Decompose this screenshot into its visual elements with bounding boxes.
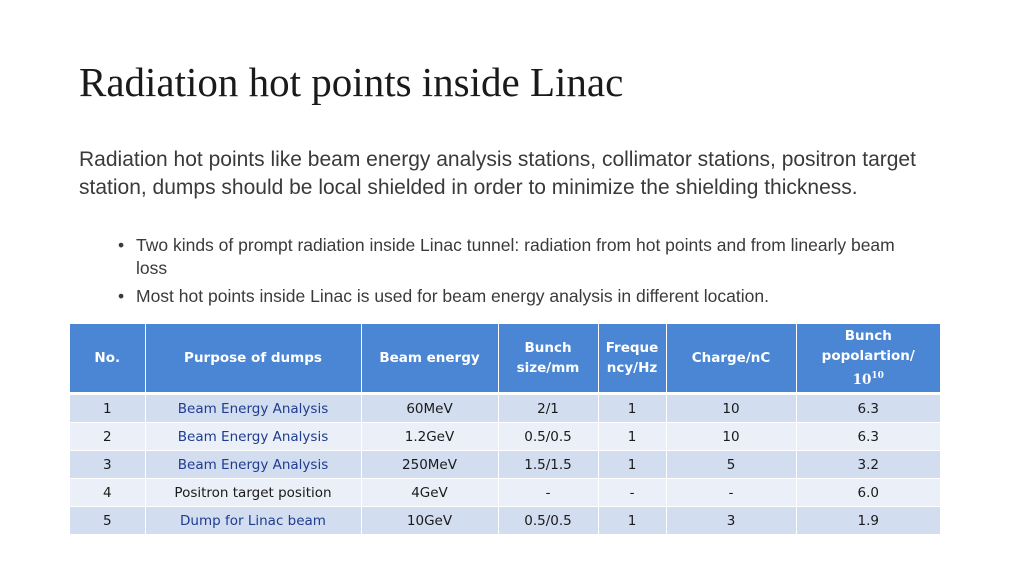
- cell-energy: 60MeV: [361, 394, 498, 423]
- cell-energy: 250MeV: [361, 451, 498, 479]
- header-frequency: Freque ncy/Hz: [598, 324, 666, 394]
- table-row: [70, 507, 940, 535]
- header-charge: Charge/nC: [666, 324, 796, 394]
- cell-frequency: 1: [598, 507, 666, 535]
- cell-size: 0.5/0.5: [498, 423, 598, 451]
- cell-purpose: Positron target position: [145, 479, 361, 507]
- cell-size: 2/1: [498, 394, 598, 423]
- cell-size: 0.5/0.5: [498, 507, 598, 535]
- cell-population: 6.0: [796, 479, 940, 507]
- table-row: [70, 423, 940, 451]
- header-purpose: Purpose of dumps: [145, 324, 361, 394]
- header-beam-energy: Beam energy: [361, 324, 498, 394]
- cell-energy: 10GeV: [361, 507, 498, 535]
- cell-charge: 3: [666, 507, 796, 535]
- cell-size: 1.5/1.5: [498, 451, 598, 479]
- cell-frequency: 1: [598, 451, 666, 479]
- bullet-item: • Most hot points inside Linac is used for beam energy analysis in different location.: [118, 285, 918, 308]
- cell-no: 4: [70, 479, 145, 507]
- cell-energy: 1.2GeV: [361, 423, 498, 451]
- cell-no: 5: [70, 507, 145, 535]
- cell-charge: 10: [666, 423, 796, 451]
- table-row: [70, 479, 940, 507]
- cell-frequency: -: [598, 479, 666, 507]
- cell-frequency: 1: [598, 423, 666, 451]
- cell-charge: 5: [666, 451, 796, 479]
- dumps-table: [70, 324, 940, 534]
- cell-population: 3.2: [796, 451, 940, 479]
- header-bunch-size: Bunch size/mm: [498, 324, 598, 394]
- cell-no: 3: [70, 451, 145, 479]
- cell-population: 6.3: [796, 394, 940, 423]
- cell-purpose: Dump for Linac beam: [145, 507, 361, 535]
- cell-purpose: Beam Energy Analysis: [145, 394, 361, 423]
- bullet-item: • Two kinds of prompt radiation inside Linac tunnel: radiation from hot points and from linearly beam loss: [118, 234, 918, 280]
- cell-charge: -: [666, 479, 796, 507]
- slide-title: Radiation hot points inside Linac: [79, 59, 624, 105]
- table-header-row: [70, 324, 940, 394]
- cell-charge: 10: [666, 394, 796, 423]
- cell-purpose: Beam Energy Analysis: [145, 423, 361, 451]
- cell-population: 1.9: [796, 507, 940, 535]
- intro-paragraph: Radiation hot points like beam energy analysis stations, collimator stations, positron target station, dumps should be local shielded in order to minimize the shielding thickness.: [79, 148, 916, 199]
- header-bunch-population: Bunch popolartion/ $10^{10}$: [796, 324, 940, 394]
- cell-no: 1: [70, 394, 145, 423]
- cell-purpose: Beam Energy Analysis: [145, 451, 361, 479]
- cell-no: 2: [70, 423, 145, 451]
- bullet-list: [118, 234, 918, 313]
- cell-size: -: [498, 479, 598, 507]
- cell-frequency: 1: [598, 394, 666, 423]
- table-row: [70, 394, 940, 423]
- cell-energy: 4GeV: [361, 479, 498, 507]
- table-row: [70, 451, 940, 479]
- cell-population: 6.3: [796, 423, 940, 451]
- header-no: No.: [70, 324, 145, 394]
